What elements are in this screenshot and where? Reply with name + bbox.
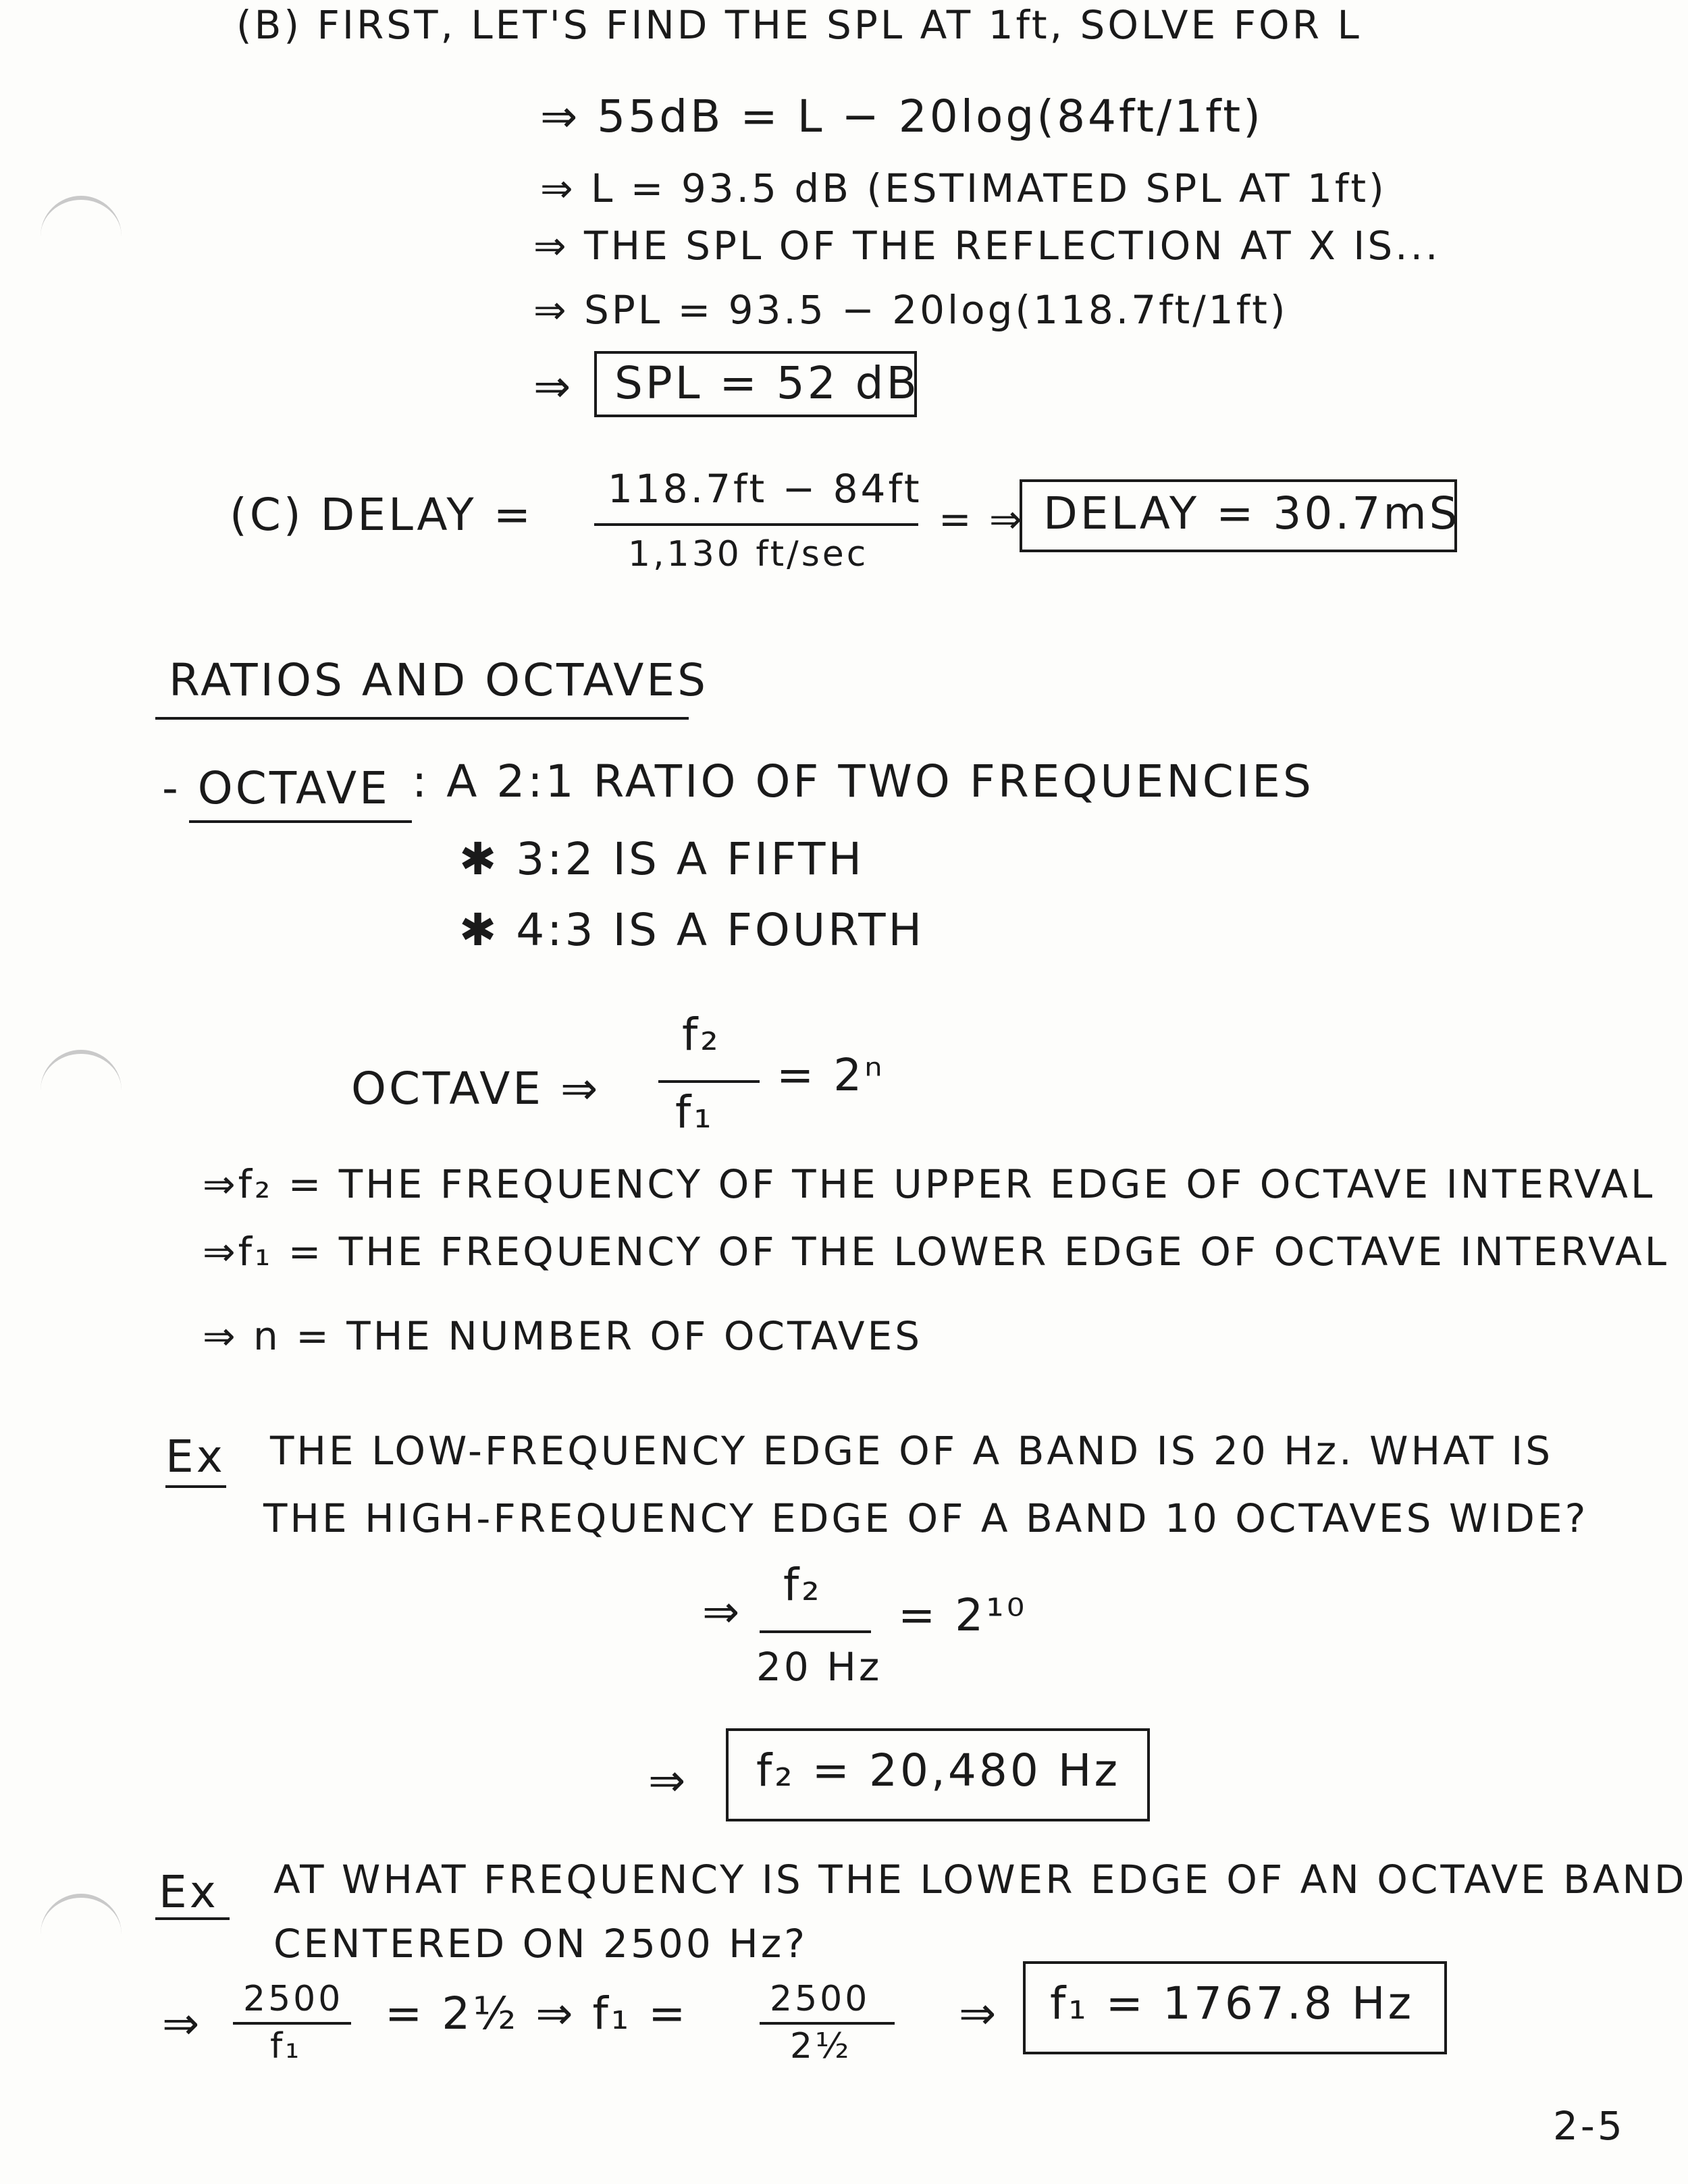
binder-hole-middle bbox=[41, 1050, 122, 1094]
part-b-eq4: ⇒ SPL = 93.5 − 20log(118.7ft/1ft) bbox=[533, 287, 1288, 333]
example2-numerator1: 2500 bbox=[243, 1979, 344, 2019]
definition-f2: ⇒f₂ = THE FREQUENCY OF THE UPPER EDGE OF OCTAVE INTERVAL bbox=[203, 1161, 1656, 1207]
example2-result: f₁ = 1767.8 Hz bbox=[1050, 1977, 1415, 2029]
example1-result: f₂ = 20,480 Hz bbox=[756, 1744, 1121, 1796]
part-c-denominator: 1,130 ft/sec bbox=[628, 534, 869, 575]
part-c-result: DELAY = 30.7mS bbox=[1043, 487, 1460, 539]
example1-question-line2: THE HIGH-FREQUENCY EDGE OF A BAND 10 OCTAVES WIDE? bbox=[263, 1495, 1589, 1541]
binder-hole-bottom bbox=[41, 1894, 122, 1938]
part-b-eq1: ⇒ 55dB = L − 20log(84ft/1ft) bbox=[540, 90, 1263, 142]
example2-fraction-bar1 bbox=[233, 2022, 351, 2025]
example1-label-underline bbox=[165, 1485, 226, 1488]
part-c-numerator: 118.7ft − 84ft bbox=[608, 466, 922, 512]
part-c-fraction-bar bbox=[594, 523, 918, 526]
note-fourth: ✱ 4:3 IS A FOURTH bbox=[459, 904, 925, 956]
part-b-heading: (B) FIRST, LET'S FIND THE SPL AT 1ft, SOLVE FOR L bbox=[236, 2, 1362, 48]
example2-denominator2: 2½ bbox=[790, 2026, 852, 2067]
part-c-label: (C) DELAY = bbox=[230, 489, 533, 541]
binder-hole-top bbox=[41, 196, 122, 240]
definition-f1: ⇒f₁ = THE FREQUENCY OF THE LOWER EDGE OF OCTAVE INTERVAL bbox=[203, 1229, 1670, 1275]
example1-label: Ex bbox=[165, 1431, 226, 1483]
example2-numerator2: 2500 bbox=[770, 1979, 870, 2019]
example1-question-line1: THE LOW-FREQUENCY EDGE OF A BAND IS 20 Hz. WHAT IS bbox=[270, 1428, 1554, 1474]
example2-label-underline bbox=[155, 1917, 230, 1920]
part-b-result: SPL = 52 dB bbox=[614, 357, 920, 409]
part-b-result-arrow: ⇒ bbox=[533, 361, 574, 412]
octave-term-underline bbox=[189, 820, 412, 823]
example2-label: Ex bbox=[159, 1866, 219, 1918]
octave-formula-label: OCTAVE ⇒ bbox=[351, 1063, 601, 1115]
section-title-underline bbox=[155, 717, 689, 720]
section-title: RATIOS AND OCTAVES bbox=[169, 654, 709, 706]
octave-formula-rhs: = 2ⁿ bbox=[776, 1049, 885, 1101]
octave-formula-denominator: f₁ bbox=[675, 1086, 714, 1138]
part-b-eq2: ⇒ L = 93.5 dB (ESTIMATED SPL AT 1ft) bbox=[540, 165, 1387, 211]
part-b-eq3: ⇒ THE SPL OF THE REFLECTION AT X IS... bbox=[533, 223, 1441, 269]
octave-formula-numerator: f₂ bbox=[682, 1009, 721, 1061]
part-c-equals: = ⇒ bbox=[939, 496, 1025, 542]
definition-n: ⇒ n = THE NUMBER OF OCTAVES bbox=[203, 1313, 923, 1359]
octave-term: - OCTAVE bbox=[162, 762, 390, 814]
example2-result-arrow: ⇒ bbox=[959, 1988, 999, 2040]
example1-denominator: 20 Hz bbox=[756, 1644, 882, 1690]
example1-numerator: f₂ bbox=[783, 1559, 822, 1611]
example1-fraction-bar bbox=[760, 1630, 871, 1633]
example1-result-arrow: ⇒ bbox=[648, 1755, 689, 1807]
example1-arrow: ⇒ bbox=[702, 1586, 743, 1638]
example2-denominator1: f₁ bbox=[270, 2026, 302, 2067]
example2-middle: = 2½ ⇒ f₁ = bbox=[385, 1988, 689, 2040]
octave-definition: : A 2:1 RATIO OF TWO FREQUENCIES bbox=[412, 755, 1314, 807]
note-fifth: ✱ 3:2 IS A FIFTH bbox=[459, 833, 865, 885]
example2-fraction-bar2 bbox=[760, 2022, 895, 2025]
octave-formula-bar bbox=[658, 1080, 760, 1083]
example2-question-line2: CENTERED ON 2500 Hz? bbox=[273, 1921, 808, 1967]
example2-question-line1: AT WHAT FREQUENCY IS THE LOWER EDGE OF AN OCTAVE BAND bbox=[273, 1857, 1687, 1902]
page-number: 2-5 bbox=[1553, 2103, 1625, 2149]
example2-arrow: ⇒ bbox=[162, 1998, 203, 2050]
example1-rhs: = 2¹⁰ bbox=[898, 1589, 1028, 1641]
